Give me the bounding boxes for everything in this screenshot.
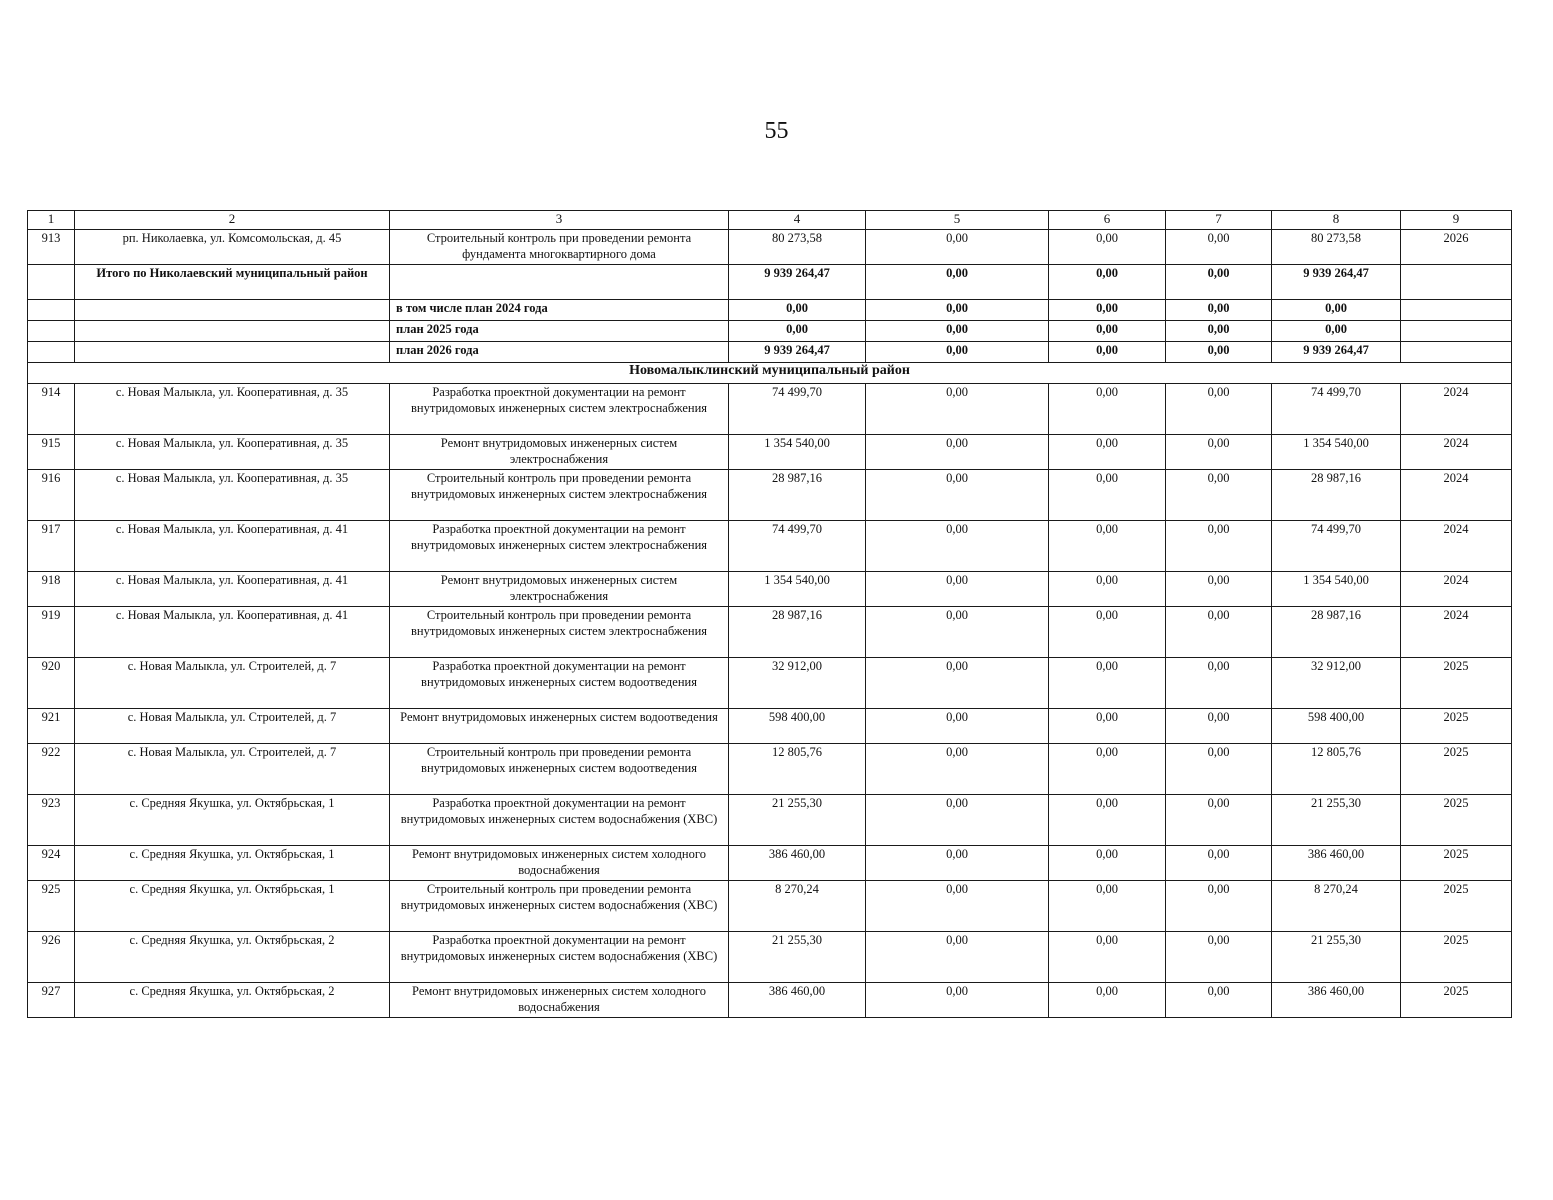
- row-col8: 28 987,16: [1272, 607, 1401, 658]
- table-row: [28, 983, 1512, 1018]
- row-address: с. Новая Малыкла, ул. Кооперативная, д. 35: [75, 384, 390, 435]
- row-col7: 0,00: [1166, 932, 1272, 983]
- row-year: 2025: [1401, 846, 1512, 881]
- column-header: 8: [1272, 211, 1401, 230]
- plan-2025-col4: 0,00: [729, 321, 866, 342]
- row-number: 925: [28, 881, 75, 932]
- table-row: [28, 384, 1512, 435]
- row-col6: 0,00: [1049, 521, 1166, 572]
- row-year: 2024: [1401, 384, 1512, 435]
- row-col6: 0,00: [1049, 435, 1166, 470]
- row-number: 919: [28, 607, 75, 658]
- column-header: 7: [1166, 211, 1272, 230]
- total-col7: 0,00: [1166, 265, 1272, 300]
- row-address: с. Новая Малыкла, ул. Строителей, д. 7: [75, 744, 390, 795]
- row-col5: 0,00: [866, 983, 1049, 1018]
- row-year: 2025: [1401, 709, 1512, 744]
- row-col7: 0,00: [1166, 607, 1272, 658]
- row-col6: 0,00: [1049, 572, 1166, 607]
- district-total-label: Итого по Николаевский муниципальный район: [75, 265, 390, 300]
- plan-2026-label: план 2026 года: [390, 342, 729, 363]
- row-col8: 74 499,70: [1272, 521, 1401, 572]
- row-year: 2025: [1401, 744, 1512, 795]
- section-header-row: [28, 363, 1512, 384]
- row-col8: 386 460,00: [1272, 983, 1401, 1018]
- row-col7: 0,00: [1166, 470, 1272, 521]
- row-col8: 1 354 540,00: [1272, 572, 1401, 607]
- row-address: с. Средняя Якушка, ул. Октябрьская, 2: [75, 932, 390, 983]
- row-col5: 0,00: [866, 470, 1049, 521]
- row-work-type: Строительный контроль при проведении ремонта внутридомовых инженерных систем водоотведения: [390, 744, 729, 795]
- row-col4: 386 460,00: [729, 846, 866, 881]
- row-col6: 0,00: [1049, 470, 1166, 521]
- table-row: [28, 795, 1512, 846]
- row-col6: 0,00: [1049, 658, 1166, 709]
- column-header: 4: [729, 211, 866, 230]
- plan-2024-row: [28, 300, 1512, 321]
- table-row: [28, 709, 1512, 744]
- row-col5: 0,00: [866, 932, 1049, 983]
- row-col8: 21 255,30: [1272, 932, 1401, 983]
- row-work-type: Ремонт внутридомовых инженерных систем холодного водоснабжения: [390, 846, 729, 881]
- total-col8: 9 939 264,47: [1272, 265, 1401, 300]
- row-col8: 12 805,76: [1272, 744, 1401, 795]
- row-address: с. Новая Малыкла, ул. Строителей, д. 7: [75, 709, 390, 744]
- row-work-type: Ремонт внутридомовых инженерных систем электроснабжения: [390, 435, 729, 470]
- plan-2026-col4: 9 939 264,47: [729, 342, 866, 363]
- row-col5: 0,00: [866, 435, 1049, 470]
- row-year: 2024: [1401, 435, 1512, 470]
- row-col4: 598 400,00: [729, 709, 866, 744]
- plan-2025-label: план 2025 года: [390, 321, 729, 342]
- district-total-row: [28, 265, 1512, 300]
- row-year: 2025: [1401, 881, 1512, 932]
- row-col6: 0,00: [1049, 607, 1166, 658]
- row-col7: 0,00: [1166, 846, 1272, 881]
- row-col6: 0,00: [1049, 709, 1166, 744]
- row-number: 923: [28, 795, 75, 846]
- row-col4: 8 270,24: [729, 881, 866, 932]
- row-col8: 28 987,16: [1272, 470, 1401, 521]
- row-col7: 0,00: [1166, 230, 1272, 265]
- row-number: 927: [28, 983, 75, 1018]
- row-col4: 1 354 540,00: [729, 572, 866, 607]
- row-number: 920: [28, 658, 75, 709]
- row-col5: 0,00: [866, 384, 1049, 435]
- plan-2024-col5: 0,00: [866, 300, 1049, 321]
- row-col5: 0,00: [866, 744, 1049, 795]
- row-year: 2024: [1401, 572, 1512, 607]
- table-row: [28, 846, 1512, 881]
- row-work-type: Строительный контроль при проведении ремонта внутридомовых инженерных систем электроснабжения: [390, 607, 729, 658]
- row-col6: 0,00: [1049, 881, 1166, 932]
- row-col5: 0,00: [866, 846, 1049, 881]
- row-col4: 1 354 540,00: [729, 435, 866, 470]
- plan-2024-col6: 0,00: [1049, 300, 1166, 321]
- table-row: [28, 230, 1512, 265]
- row-col8: 80 273,58: [1272, 230, 1401, 265]
- row-col8: 32 912,00: [1272, 658, 1401, 709]
- section-title: Новомалыклинский муниципальный район: [28, 363, 1512, 384]
- row-year: 2025: [1401, 983, 1512, 1018]
- capital-repair-table: [27, 210, 1512, 1018]
- row-col6: 0,00: [1049, 384, 1166, 435]
- row-col7: 0,00: [1166, 435, 1272, 470]
- table-row: [28, 470, 1512, 521]
- row-number: 924: [28, 846, 75, 881]
- column-header: 1: [28, 211, 75, 230]
- row-col4: 32 912,00: [729, 658, 866, 709]
- row-col5: 0,00: [866, 658, 1049, 709]
- row-col7: 0,00: [1166, 881, 1272, 932]
- column-header: 5: [866, 211, 1049, 230]
- column-header: 3: [390, 211, 729, 230]
- row-col4: 28 987,16: [729, 470, 866, 521]
- row-year: 2024: [1401, 607, 1512, 658]
- row-col8: 21 255,30: [1272, 795, 1401, 846]
- row-col7: 0,00: [1166, 795, 1272, 846]
- page-number: 55: [764, 118, 789, 144]
- row-col8: 8 270,24: [1272, 881, 1401, 932]
- row-col6: 0,00: [1049, 230, 1166, 265]
- total-col4: 9 939 264,47: [729, 265, 866, 300]
- row-address: с. Средняя Якушка, ул. Октябрьская, 1: [75, 846, 390, 881]
- row-col7: 0,00: [1166, 983, 1272, 1018]
- total-col6: 0,00: [1049, 265, 1166, 300]
- row-address: с. Новая Малыкла, ул. Кооперативная, д. 41: [75, 607, 390, 658]
- row-work-type: Строительный контроль при проведении ремонта фундамента многоквартирного дома: [390, 230, 729, 265]
- row-col6: 0,00: [1049, 795, 1166, 846]
- table-row: [28, 658, 1512, 709]
- row-year: 2024: [1401, 470, 1512, 521]
- row-work-type: Разработка проектной документации на ремонт внутридомовых инженерных систем водоотведения: [390, 658, 729, 709]
- row-col5: 0,00: [866, 572, 1049, 607]
- plan-2026-col5: 0,00: [866, 342, 1049, 363]
- row-address: с. Средняя Якушка, ул. Октябрьская, 1: [75, 795, 390, 846]
- row-address: рп. Николаевка, ул. Комсомольская, д. 45: [75, 230, 390, 265]
- column-header: 9: [1401, 211, 1512, 230]
- row-col7: 0,00: [1166, 658, 1272, 709]
- row-address: с. Новая Малыкла, ул. Кооперативная, д. 35: [75, 470, 390, 521]
- plan-2024-col7: 0,00: [1166, 300, 1272, 321]
- plan-2025-col8: 0,00: [1272, 321, 1401, 342]
- row-work-type: Разработка проектной документации на ремонт внутридомовых инженерных систем электроснабжения: [390, 521, 729, 572]
- table-row: [28, 932, 1512, 983]
- row-col5: 0,00: [866, 709, 1049, 744]
- row-number: 916: [28, 470, 75, 521]
- row-year: 2024: [1401, 521, 1512, 572]
- row-number: 913: [28, 230, 75, 265]
- row-col4: 74 499,70: [729, 521, 866, 572]
- row-year: 2025: [1401, 658, 1512, 709]
- row-col7: 0,00: [1166, 744, 1272, 795]
- row-col6: 0,00: [1049, 744, 1166, 795]
- row-number: 915: [28, 435, 75, 470]
- table-row: [28, 435, 1512, 470]
- plan-2026-col7: 0,00: [1166, 342, 1272, 363]
- table-row: [28, 607, 1512, 658]
- row-number: 922: [28, 744, 75, 795]
- row-col8: 598 400,00: [1272, 709, 1401, 744]
- row-work-type: Ремонт внутридомовых инженерных систем электроснабжения: [390, 572, 729, 607]
- row-address: с. Новая Малыкла, ул. Строителей, д. 7: [75, 658, 390, 709]
- row-number: 918: [28, 572, 75, 607]
- row-work-type: Разработка проектной документации на ремонт внутридомовых инженерных систем водоснабжения (ХВС): [390, 795, 729, 846]
- table-row: [28, 572, 1512, 607]
- row-address: с. Новая Малыкла, ул. Кооперативная, д. 35: [75, 435, 390, 470]
- table-row: [28, 881, 1512, 932]
- plan-2026-col6: 0,00: [1049, 342, 1166, 363]
- row-col6: 0,00: [1049, 846, 1166, 881]
- row-col6: 0,00: [1049, 983, 1166, 1018]
- row-work-type: Разработка проектной документации на ремонт внутридомовых инженерных систем водоснабжения (ХВС): [390, 932, 729, 983]
- row-col4: 12 805,76: [729, 744, 866, 795]
- table-row: [28, 744, 1512, 795]
- column-number-row: [28, 211, 1512, 230]
- row-col4: 28 987,16: [729, 607, 866, 658]
- row-col7: 0,00: [1166, 521, 1272, 572]
- column-header: 6: [1049, 211, 1166, 230]
- plan-2024-col4: 0,00: [729, 300, 866, 321]
- plan-2024-col8: 0,00: [1272, 300, 1401, 321]
- row-col5: 0,00: [866, 230, 1049, 265]
- row-number: 926: [28, 932, 75, 983]
- row-year: 2026: [1401, 230, 1512, 265]
- row-number: 914: [28, 384, 75, 435]
- row-work-type: Строительный контроль при проведении ремонта внутридомовых инженерных систем водоснабжения (ХВС): [390, 881, 729, 932]
- row-col8: 1 354 540,00: [1272, 435, 1401, 470]
- row-col8: 74 499,70: [1272, 384, 1401, 435]
- row-col4: 74 499,70: [729, 384, 866, 435]
- row-col7: 0,00: [1166, 384, 1272, 435]
- row-col8: 386 460,00: [1272, 846, 1401, 881]
- row-number: 921: [28, 709, 75, 744]
- row-work-type: Разработка проектной документации на ремонт внутридомовых инженерных систем электроснабжения: [390, 384, 729, 435]
- row-work-type: Ремонт внутридомовых инженерных систем водоотведения: [390, 709, 729, 744]
- row-col5: 0,00: [866, 607, 1049, 658]
- row-address: с. Средняя Якушка, ул. Октябрьская, 2: [75, 983, 390, 1018]
- row-year: 2025: [1401, 795, 1512, 846]
- row-address: с. Новая Малыкла, ул. Кооперативная, д. 41: [75, 521, 390, 572]
- row-col7: 0,00: [1166, 572, 1272, 607]
- row-col4: 21 255,30: [729, 932, 866, 983]
- plan-2025-col6: 0,00: [1049, 321, 1166, 342]
- plan-2026-row: [28, 342, 1512, 363]
- plan-2024-label: в том числе план 2024 года: [390, 300, 729, 321]
- row-col5: 0,00: [866, 521, 1049, 572]
- row-col5: 0,00: [866, 795, 1049, 846]
- row-number: 917: [28, 521, 75, 572]
- row-col4: 80 273,58: [729, 230, 866, 265]
- row-work-type: Ремонт внутридомовых инженерных систем холодного водоснабжения: [390, 983, 729, 1018]
- row-col4: 21 255,30: [729, 795, 866, 846]
- total-col5: 0,00: [866, 265, 1049, 300]
- column-header: 2: [75, 211, 390, 230]
- row-address: с. Новая Малыкла, ул. Кооперативная, д. 41: [75, 572, 390, 607]
- row-year: 2025: [1401, 932, 1512, 983]
- table-row: [28, 521, 1512, 572]
- row-col5: 0,00: [866, 881, 1049, 932]
- row-col7: 0,00: [1166, 709, 1272, 744]
- row-col6: 0,00: [1049, 932, 1166, 983]
- plan-2025-row: [28, 321, 1512, 342]
- plan-2025-col5: 0,00: [866, 321, 1049, 342]
- row-address: с. Средняя Якушка, ул. Октябрьская, 1: [75, 881, 390, 932]
- row-work-type: Строительный контроль при проведении ремонта внутридомовых инженерных систем электроснабжения: [390, 470, 729, 521]
- plan-2025-col7: 0,00: [1166, 321, 1272, 342]
- plan-2026-col8: 9 939 264,47: [1272, 342, 1401, 363]
- row-col4: 386 460,00: [729, 983, 866, 1018]
